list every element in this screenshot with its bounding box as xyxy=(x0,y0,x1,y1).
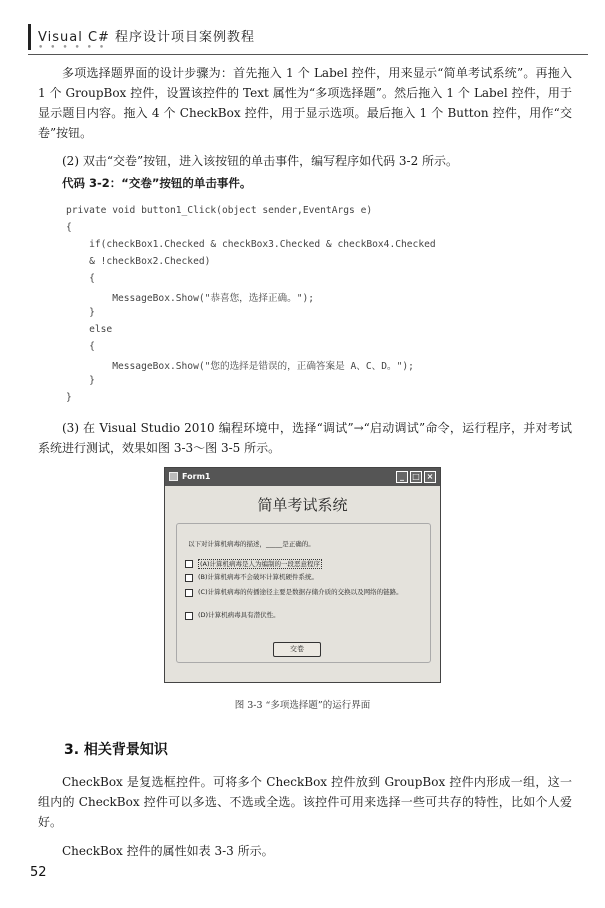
maximize-button[interactable]: □ xyxy=(410,471,422,483)
minimize-button[interactable]: _ xyxy=(396,471,408,483)
submit-button[interactable]: 交卷 xyxy=(273,642,321,657)
close-button[interactable]: × xyxy=(424,471,436,483)
code-line: } xyxy=(66,375,95,386)
code-line: MessageBox.Show("恭喜您，选择正确。"); xyxy=(66,293,315,304)
checkbox-box[interactable] xyxy=(185,612,193,620)
window-app-icon xyxy=(169,472,178,481)
paragraph-step-2: (2) 双击“交卷”按钮，进入该按钮的单击事件，编写程序如代码 3-2 所示。 xyxy=(62,154,459,168)
window-title: Form1 xyxy=(182,472,211,481)
paragraph-checkbox-intro: CheckBox 是复选框控件。可将多个 CheckBox 控件放到 GroupBox 控件内形成一组，这一组内的 CheckBox 控件可以多选、不选或全选。该控件可用来选择一些可共存的特性，比如个人爱好。 xyxy=(38,775,572,829)
code-line: } xyxy=(66,392,72,403)
header-rule xyxy=(28,54,588,55)
code-line: private void button1_Click(object sender,EventArgs e) xyxy=(66,205,373,216)
header-bar xyxy=(28,24,31,50)
code-line: { xyxy=(66,222,72,233)
page-number: 52 xyxy=(30,865,47,880)
checkbox-box[interactable] xyxy=(185,574,193,582)
code-line: else xyxy=(66,324,113,335)
paragraph-checkbox-props: CheckBox 控件的属性如表 3-3 所示。 xyxy=(62,844,274,858)
option-label: (A)计算机病毒是人为编制的一段恶意程序 xyxy=(200,560,321,568)
question-label: 以下对计算机病毒的描述，_____是正确的。 xyxy=(188,540,315,548)
code-caption: 代码 3-2：“交卷”按钮的单击事件。 xyxy=(62,176,252,190)
header-dots: • • • • • • xyxy=(38,43,107,53)
code-line: & !checkBox2.Checked) xyxy=(66,256,211,267)
app-title-label: 简单考试系统 xyxy=(257,496,348,514)
figure-caption: 图 3-3 “多项选择题”的运行界面 xyxy=(234,700,371,711)
form-window-screenshot xyxy=(164,467,441,683)
option-label: (B)计算机病毒不会破坏计算机硬件系统。 xyxy=(198,573,319,581)
book-title: Visual C# 程序设计项目案例教程 xyxy=(38,30,256,45)
code-line: } xyxy=(66,307,95,318)
code-line: MessageBox.Show("您的选择是错误的，正确答案是 A、C、D。"); xyxy=(66,361,414,372)
section-heading: 3. 相关背景知识 xyxy=(64,742,168,758)
option-label: (C)计算机病毒的传播途径主要是数据存储介质的交换以及网络的链路。 xyxy=(198,588,403,596)
checkbox-box[interactable] xyxy=(185,560,193,568)
paragraph-step-3: (3) 在 Visual Studio 2010 编程环境中，选择“调试”→“启动调试”命令，运行程序，并对考试系统进行测试，效果如图 3-3～图 3-5 所示。 xyxy=(38,421,572,455)
code-line: { xyxy=(66,341,95,352)
code-line: if(checkBox1.Checked & checkBox3.Checked & checkBox4.Checked xyxy=(66,239,436,250)
paragraph-design-steps: 多项选择题界面的设计步骤为：首先拖入 1 个 Label 控件，用来显示“简单考试系统”。再拖入 1 个 GroupBox 控件，设置该控件的 Text 属性为“多项选择题”。然后拖入 1 个 Label 控件，用于显示题目内容。拖入 4 个 CheckBox 控件，用于显示选项。最后拖入 1 个 Button 控件，用作“交卷”按钮。 xyxy=(38,66,572,140)
code-line: { xyxy=(66,273,95,284)
checkbox-box[interactable] xyxy=(185,589,193,597)
option-label: (D)计算机病毒具有潜伏性。 xyxy=(198,611,280,619)
window-titlebar xyxy=(165,468,440,486)
